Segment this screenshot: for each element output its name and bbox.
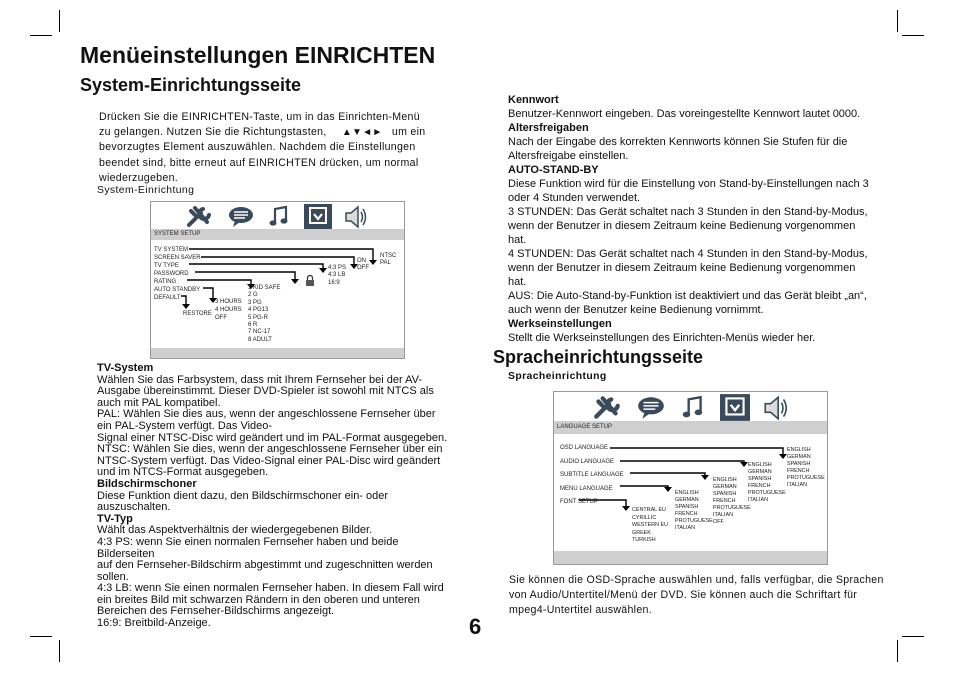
option[interactable]: GERMAN <box>787 454 811 460</box>
heading-tv-system: TV-System <box>97 362 154 374</box>
language-setup-screen <box>553 391 828 565</box>
option[interactable]: SPANISH <box>675 504 699 510</box>
text-line: Diese Funktion wird für die Einstellung von Stand-by-Einstellungen nach 3 <box>508 178 869 190</box>
menu-item-tv-type[interactable]: TV TYPE <box>154 263 179 269</box>
option[interactable]: 4 PG13 <box>248 307 269 314</box>
option[interactable]: PROTUGUESE <box>713 505 751 511</box>
right-column-text <box>508 93 893 345</box>
heading-screen-saver: Bildschirmschoner <box>97 477 197 490</box>
screen-saver-options <box>357 258 369 273</box>
crop-mark <box>897 10 898 32</box>
text-line: auf den Fernseher-Bildschirm abgestimmt und zugeschnitten werden <box>97 559 433 572</box>
intro-line: zu gelangen. Nutzen Sie die Richtungstasten, ▲▼◄► um ein <box>99 126 426 139</box>
default-restore-option[interactable]: RESTORE <box>183 311 212 317</box>
menu-language-options <box>675 490 713 532</box>
menu-item-password[interactable]: PASSWORD <box>154 271 189 277</box>
option[interactable]: PROTUGUESE <box>748 490 786 496</box>
panel-header-label: SYSTEM SETUP <box>154 231 201 237</box>
option[interactable]: PAL <box>380 260 391 267</box>
option[interactable]: FRENCH <box>713 498 736 504</box>
option[interactable]: ITALIAN <box>787 482 807 488</box>
menu-item-osd-language[interactable]: OSD LANGUAGE <box>560 445 609 451</box>
menu-item-menu-language[interactable]: MENU LANGUAGE <box>560 485 613 492</box>
text-line: Signal einer NTSC-Disc wird geändert und im PAL-Format ausgegeben. <box>97 431 448 444</box>
menu-item-font-setup[interactable]: FONT SETUP <box>560 499 598 505</box>
menu-item-default[interactable]: DEFAULT <box>154 295 181 301</box>
option[interactable]: GERMAN <box>713 484 737 490</box>
text-line: NTSC: Wählen Sie dies, wenn der angeschlossene Fernseher über ein <box>97 443 443 456</box>
option[interactable]: GERMAN <box>675 497 699 503</box>
option[interactable]: 3 PG <box>248 299 262 306</box>
text-line: auch mit PAL kompatibel. <box>97 396 221 409</box>
text-line: sollen. <box>97 570 129 583</box>
option[interactable]: 2 G <box>248 292 258 299</box>
tv-system-options <box>380 253 396 268</box>
language-panel-caption: Spracheinrichtung <box>508 371 607 382</box>
lock-icon <box>305 275 315 286</box>
option[interactable]: 16:9 <box>328 279 340 286</box>
section-title-language: Spracheinrichtungsseite <box>493 347 704 367</box>
text-line: ein breites Bild mit schwarzen Rändern in den oberen und unteren <box>97 593 420 606</box>
option[interactable]: 8 ADULT <box>248 336 272 343</box>
option[interactable]: CENTRAL EU <box>632 507 666 513</box>
option[interactable]: GERMAN <box>748 469 772 475</box>
option[interactable]: OFF <box>215 315 227 321</box>
text-line: Wählen Sie das Farbsystem, dass mit Ihrem Fernseher bei der AV- <box>97 373 423 386</box>
text-line: und im NTCS-Format ausgegeben. <box>97 466 269 479</box>
text-line: Ausgabe übereinstimmt. Dieser DVD-Spieler ist sowohl mit NTCS als <box>97 385 434 398</box>
text-line: PAL: Wählen Sie dies aus, wenn der angeschlossene Fernseher über <box>97 408 436 421</box>
rating-options <box>248 285 280 344</box>
section-title-system: System-Einrichtungsseite <box>80 75 302 95</box>
option[interactable]: 4:3 LB <box>328 272 346 279</box>
option[interactable]: ENGLISH <box>713 477 737 483</box>
system-setup-screen <box>150 201 405 359</box>
text-line: Bilderseiten <box>97 547 155 560</box>
text-line: ein PAL-System verfügt. Das Video- <box>97 419 273 432</box>
osd-language-options <box>787 447 825 489</box>
option[interactable]: ENGLISH <box>675 490 699 496</box>
option[interactable]: FRENCH <box>675 511 698 517</box>
option[interactable]: TURKISH <box>632 537 656 544</box>
font-setup-options <box>632 507 668 545</box>
text-line: 4:3 PS: wenn Sie einen normalen Fernseher haben und beide <box>97 535 399 548</box>
direction-arrows: ▲▼◄► <box>341 127 383 139</box>
heading-factory-settings: Werkseinstellungen <box>508 318 612 330</box>
panel-header-label: LANGUAGE SETUP <box>557 424 613 430</box>
menu-item-screen-saver[interactable]: SCREEN SAVER <box>154 255 201 261</box>
text-line: Diese Funktion dient dazu, den Bildschirmschoner ein- oder <box>97 489 389 502</box>
option[interactable]: ITALIAN <box>713 512 733 518</box>
menu-item-auto-standby[interactable]: AUTO STANDBY <box>154 287 201 293</box>
panel-footer-bar <box>554 551 827 564</box>
crop-mark <box>30 636 52 637</box>
option[interactable]: 3 HOURS <box>215 299 242 305</box>
option[interactable]: NTSC <box>380 253 397 259</box>
language-description: Sie können die OSD-Sprache auswählen und, falls verfügbar, die Sprachen von Audio/Untertitel/Menü der DVD. Sie können auch die Schriftart für mpeg4-Untertitel auswählen. <box>509 574 884 617</box>
menu-item-audio-language[interactable]: AUDIO LANGUAGE <box>560 458 615 465</box>
option[interactable]: 1 KID SAFE <box>248 285 281 291</box>
option[interactable]: SPANISH <box>748 476 772 482</box>
option[interactable]: 5 PG-R <box>248 314 269 321</box>
option[interactable]: 6 R <box>248 322 258 329</box>
text-line: hat. <box>508 234 527 246</box>
left-column-text <box>97 363 467 630</box>
text-line: Benutzer-Kennwort eingeben. Das voreingestellte Kennwort lautet 0000. <box>508 108 861 120</box>
option[interactable]: ITALIAN <box>675 525 695 531</box>
text-line: wenn der Benutzer in diesem Zeitraum keine Bedienung vorgenommen <box>508 220 856 232</box>
crop-mark <box>59 640 60 662</box>
crop-mark <box>59 10 60 32</box>
option[interactable]: FRENCH <box>748 483 771 489</box>
password-field[interactable]: ---- <box>292 279 298 284</box>
crop-mark <box>30 35 52 36</box>
option[interactable]: ON <box>357 258 366 264</box>
text-line: Wählt das Aspektverhältnis der wiedergegebenen Bilder. <box>97 524 373 537</box>
auto-standby-options <box>215 298 242 322</box>
heading-rating: Altersfreigaben <box>508 122 589 134</box>
system-panel-caption: System-Einrichtung <box>97 185 195 196</box>
heading-tv-type: TV-Typ <box>97 512 133 525</box>
text-line: 16:9: Breitbild-Anzeige. <box>97 617 211 630</box>
option[interactable]: SPANISH <box>713 491 737 497</box>
text-line: 3 STUNDEN: Das Gerät schaltet nach 3 Stunden in den Stand-by-Modus, <box>508 206 868 218</box>
audio-language-options <box>748 462 786 504</box>
page-number: 6 <box>469 614 482 639</box>
intro-line: bevorzugtes Element auszuwählen. Nachdem die Einstellungen beendet sind, bitte erneut auf EINRICHTEN drücken, um normal wiederzugeben. <box>99 141 419 184</box>
text-line: auch wenn der Benutzer keine Bedienung vornimmt. <box>508 304 764 316</box>
option[interactable]: 4:3 PS <box>328 265 347 271</box>
text-line: oder 4 Stunden verwendet. <box>508 192 641 204</box>
system-menu-items <box>154 246 201 302</box>
option[interactable]: WESTERN EU <box>632 522 668 529</box>
menu-item-subtitle-language[interactable]: SUBTITLE LANGUAGE <box>560 472 624 478</box>
heading-auto-standby: AUTO-STAND-BY <box>508 164 599 176</box>
menu-item-rating[interactable]: RATING <box>154 279 177 285</box>
option[interactable]: OFF <box>357 265 369 272</box>
page-title: Menüeinstellungen EINRICHTEN <box>80 42 436 68</box>
menu-item-tv-system[interactable]: TV SYSTEM <box>154 247 189 253</box>
text-line: wenn der Benutzer in diesem Zeitraum keine Bedienung vorgenommen <box>508 262 856 274</box>
text-line: Nach der Eingabe des korrekten Kennworts können Sie Stufen für die <box>508 136 848 148</box>
text-line: NTSC-System verfügt. Das Video-Signal einer PAL-Disc wird geändert <box>97 454 441 467</box>
crop-mark <box>902 636 924 637</box>
option[interactable]: SPANISH <box>787 461 811 467</box>
option[interactable]: PROTUGUESE <box>787 475 825 481</box>
option[interactable]: GREEK <box>632 529 651 536</box>
text-line: Altersfreigabe einstellen. <box>508 150 629 162</box>
text-line: Bereichen des Fernseher-Bildschirms angezeigt. <box>97 605 335 618</box>
text-line: Stellt die Werkseinstellungen des Einrichten-Menüs wieder her. <box>508 332 816 344</box>
option[interactable]: 7 NC-17 <box>248 329 271 336</box>
option[interactable]: PROTUGUESE <box>675 518 713 524</box>
option[interactable]: 4 HOURS <box>215 307 242 313</box>
panel-footer-bar <box>151 348 404 358</box>
intro-paragraph <box>99 110 455 186</box>
subtitle-language-options <box>713 477 751 526</box>
tv-type-options <box>328 265 346 287</box>
option[interactable]: ENGLISH <box>748 462 772 468</box>
option[interactable]: FRENCH <box>787 468 810 474</box>
text-line: 4:3 LB: wenn Sie einen normalen Fernseher haben. In diesem Fall wird <box>97 582 444 595</box>
option[interactable]: CYRILLIC <box>632 514 657 521</box>
option[interactable]: ENGLISH <box>787 447 811 453</box>
intro-line: Drücken Sie die EINRICHTEN-Taste, um in das Einrichten-Menü <box>99 111 420 123</box>
option[interactable]: OFF <box>713 519 724 525</box>
text-line: auszuschalten. <box>97 501 171 514</box>
heading-password: Kennwort <box>508 94 559 106</box>
text-line: 4 STUNDEN: Das Gerät schaltet nach 4 Stunden in den Stand-by-Modus, <box>508 248 868 260</box>
text-line: AUS: Die Auto-Stand-by-Funktion ist deaktiviert und das Gerät bleibt „an“, <box>508 290 867 302</box>
text-line: hat. <box>508 276 527 288</box>
language-menu-items <box>560 442 624 510</box>
crop-mark <box>897 640 898 662</box>
crop-mark <box>902 35 924 36</box>
option[interactable]: ITALIAN <box>748 497 768 503</box>
